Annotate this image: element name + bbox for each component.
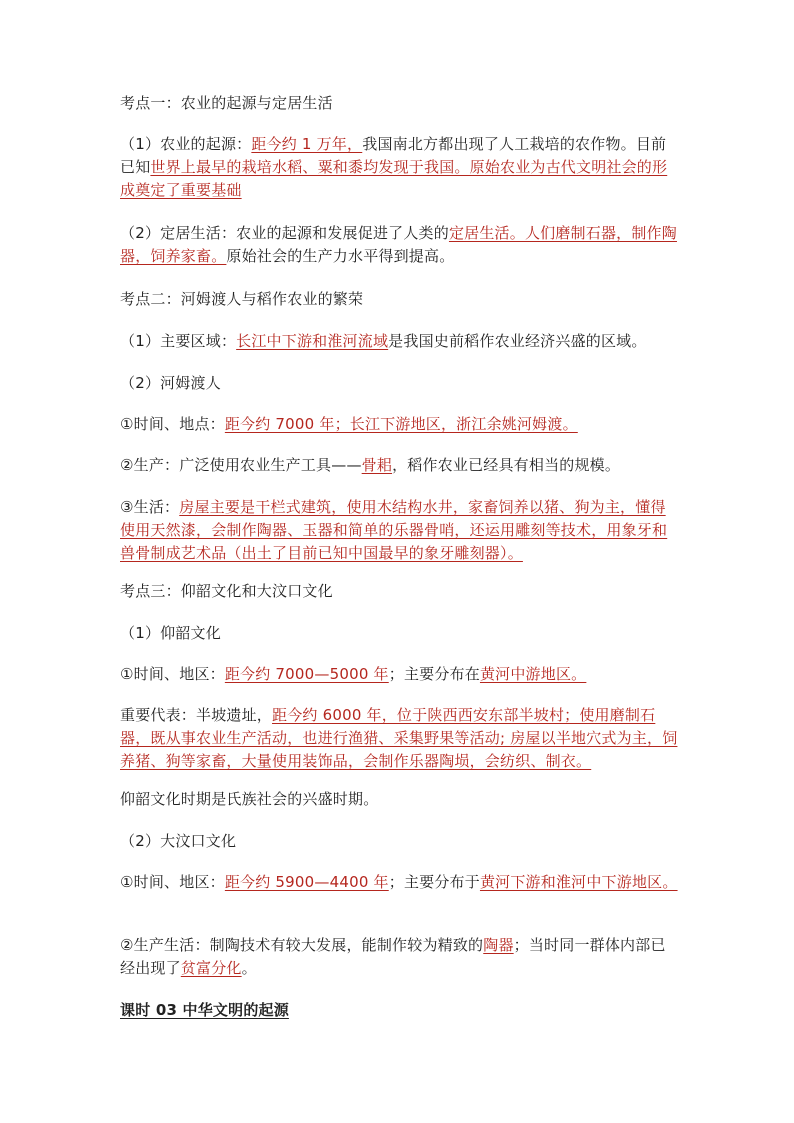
text-run: 我国南北方都出现了人工栽培的农作物。目前已知: [120, 135, 667, 176]
text-run: （1）主要区域：: [120, 332, 237, 350]
text-run: （1）仰韶文化: [120, 624, 221, 642]
text-run: 仰韶文化时期是氏族社会的兴盛时期。: [120, 790, 379, 808]
highlighted-text: 距今约 1 万年，: [251, 135, 363, 153]
highlighted-text: 距今约 7000—5000 年: [224, 665, 389, 683]
highlighted-text: 黄河下游和淮河中下游地区。: [479, 873, 678, 891]
paragraph-p10: [120, 580, 680, 603]
text-run: ①时间、地区：: [120, 665, 225, 683]
paragraph-p15: [120, 830, 680, 853]
highlighted-text: 贫富分化: [180, 959, 242, 977]
highlighted-text: 陶器: [483, 936, 514, 954]
text-run: （1）农业的起源：: [120, 135, 252, 153]
paragraph-p9: [120, 496, 680, 565]
text-run: ；当时同一群体内部已经出现了: [120, 936, 666, 977]
paragraph-p8: [120, 454, 680, 477]
text-run: ①时间、地区：: [120, 873, 225, 891]
paragraph-p3: [120, 222, 680, 268]
highlighted-text: 房屋主要是干栏式建筑，使用木结构水井，家畜饲养以猪、狗为主，懂得使用天然漆，会制作陶器、玉器和简单的乐器骨哨，还运用雕刻等技术，用象牙和兽骨制成艺术品（出土了目前已知中国最早的象牙雕刻器）。: [120, 498, 668, 562]
lesson-title: [120, 999, 680, 1022]
text-run: ；主要分布在: [388, 665, 480, 683]
paragraph-p7: [120, 413, 680, 436]
text-run: 原始社会的生产力水平得到提高。: [226, 247, 455, 265]
paragraph-p2: [120, 133, 680, 202]
paragraph-p5: [120, 330, 680, 353]
text-run: 考点三：仰韶文化和大汶口文化: [120, 582, 333, 600]
text-run: 重要代表：半坡遗址，: [120, 706, 273, 724]
text-run: （2）河姆渡人: [120, 374, 221, 392]
paragraph-p1: [120, 92, 680, 115]
text-run: ②生产：广泛使用农业生产工具——: [120, 456, 362, 474]
text-run: 是我国史前稻作农业经济兴盛的区域。: [388, 332, 647, 350]
highlighted-text: 长江中下游和淮河流域: [236, 332, 389, 350]
text-run: ，稻作农业已经具有相当的规模。: [392, 456, 621, 474]
paragraph-p13: [120, 704, 680, 773]
text-run: （2）定居生活：农业的起源和发展促进了人类的: [120, 224, 449, 242]
text-run: ③生活：: [120, 498, 180, 516]
paragraph-p16: [120, 871, 680, 894]
highlighted-text: 骨耜: [361, 456, 393, 474]
text-run: 考点一：农业的起源与定居生活: [120, 94, 333, 112]
highlighted-text: 世界上最早的栽培水稻、粟和黍均发现于我国。原始农业为古代文明社会的形成奠定了重要基础: [120, 158, 668, 199]
paragraph-p12: [120, 663, 680, 686]
text-run: （2）大汶口文化: [120, 832, 237, 850]
text-run: ②生产生活：制陶技术有较大发展，能制作较为精致的: [120, 936, 484, 954]
paragraph-p17: [120, 934, 680, 980]
highlighted-text: 距今约 5900—4400 年: [224, 873, 389, 891]
text-run: ；主要分布于: [388, 873, 480, 891]
highlighted-text: 黄河中游地区。: [479, 665, 587, 683]
paragraph-p6: [120, 372, 680, 395]
highlighted-text: 定居生活。人们磨制石器，制作陶器，饲养家畜。: [120, 224, 677, 265]
paragraph-p4: [120, 288, 680, 311]
paragraph-p11: [120, 622, 680, 645]
text-run: ①时间、地点：: [120, 415, 225, 433]
text-run: 。: [241, 959, 257, 977]
text-run: 考点二：河姆渡人与稻作农业的繁荣: [120, 290, 364, 308]
highlighted-text: 距今约 6000 年，位于陕西西安东部半坡村；使用磨制石器，既从事农业生产活动，也进行渔猎、采集野果等活动; 房屋以半地穴式为主，饲养猪、狗等家畜，大量使用装饰品，会制作乐器陶埙，会纺织、制衣。: [120, 706, 678, 770]
paragraph-p14: [120, 788, 680, 811]
highlighted-text: 距今约 7000 年；长江下游地区，浙江余姚河姆渡。: [224, 415, 578, 433]
text-run: 课时 03 中华文明的起源: [120, 1001, 289, 1019]
